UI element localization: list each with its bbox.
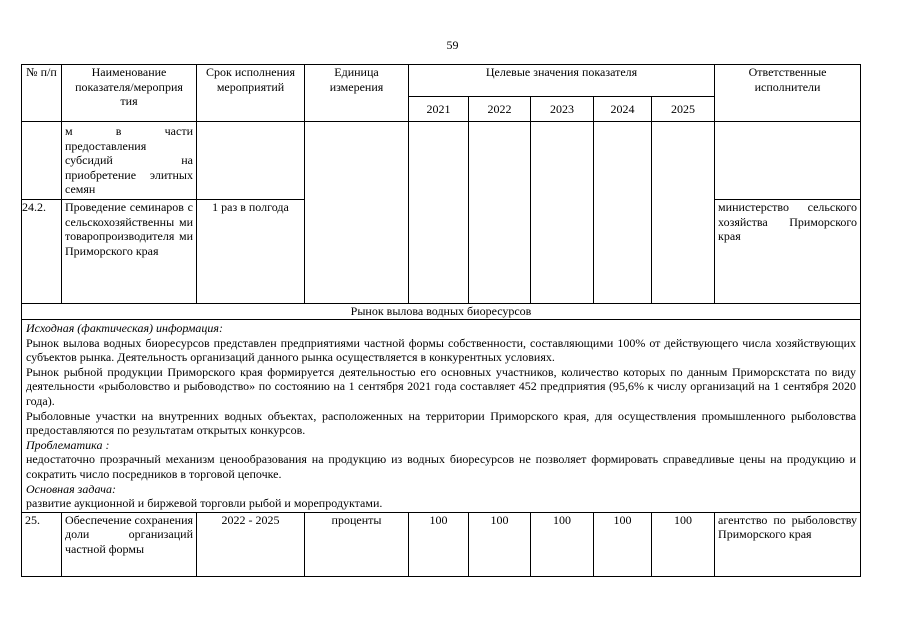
- cell-num: [22, 122, 62, 200]
- table-row: [22, 512, 861, 576]
- cell-responsible: агентство по рыболовству Приморского края: [715, 512, 861, 576]
- header-year: 2021: [409, 97, 469, 122]
- table-row: [22, 304, 861, 320]
- cell-unit: [305, 122, 409, 304]
- cell-term: 2022 - 2025: [197, 512, 305, 576]
- info-paragraph: Рынок рыбной продукции Приморского края формируется деятельностью его основных участников, количество которых по данным Приморскстата по виду деятельности «рыболовство и рыбоводство» по состоянию на 1 сентября 2021 года составляет 452 предприятия (95,6% к числу организаций на 1 сентября 2020 года).: [26, 364, 857, 408]
- cell-name: Проведение семинаров с сельскохозяйственны ми товаропроизводителя ми Приморского края: [62, 200, 197, 304]
- info-heading-source: Исходная (фактическая) информация:: [26, 321, 223, 335]
- header-num: № п/п: [22, 65, 62, 122]
- cell-value: [652, 122, 715, 304]
- cell-responsible: министерство сельского хозяйства Приморского края: [715, 200, 861, 304]
- cell-value: 100: [531, 512, 594, 576]
- section-title: Рынок вылова водных биоресурсов: [22, 304, 861, 320]
- cell-term: 1 раз в полгода: [197, 200, 305, 304]
- cell-value: [409, 122, 469, 304]
- cell-term: [197, 122, 305, 200]
- table-row: [22, 320, 861, 513]
- info-heading-task: Основная задача:: [26, 481, 116, 496]
- header-responsible: Ответственные исполнители: [715, 65, 861, 122]
- cell-value: 100: [652, 512, 715, 576]
- info-heading-problems: Проблематика :: [26, 437, 110, 452]
- info-block: [22, 320, 861, 513]
- header-term: Срок исполнения мероприятий: [197, 65, 305, 122]
- cell-value: 100: [469, 512, 531, 576]
- header-name: Наименование показателя/мероприя тия: [62, 65, 197, 122]
- info-paragraph: Рыболовные участки на внутренних водных объектах, расположенных на территории Приморского края, для осуществления промышленного рыболовства предоставляются по результатам открытых конкурсов.: [26, 408, 857, 438]
- header-year: 2025: [652, 97, 715, 122]
- cell-unit: проценты: [305, 512, 409, 576]
- header-year: 2024: [594, 97, 652, 122]
- header-year: 2022: [469, 97, 531, 122]
- info-paragraph: Рынок вылова водных биоресурсов представлен предприятиями частной формы собственности, составляющими 100% от действующего числа хозяйствующих субъектов рынка. Деятельность организаций данного рынка осуществляется в конкурентных условиях.: [26, 335, 857, 365]
- cell-name: Обеспечение сохранения доли организаций частной формы: [62, 512, 197, 576]
- cell-value: [531, 122, 594, 304]
- cell-num: 24.2.: [22, 200, 62, 304]
- header-unit: Единица измерения: [305, 65, 409, 122]
- table-row: [22, 122, 861, 200]
- indicators-table: [21, 64, 861, 577]
- cell-value: 100: [409, 512, 469, 576]
- header-year: 2023: [531, 97, 594, 122]
- page-number: 59: [446, 38, 459, 52]
- info-paragraph: развитие аукционной и биржевой торговли рыбой и морепродуктами.: [26, 496, 383, 511]
- cell-name: м в части предоставления субсидий на приобретение элитных семян: [62, 122, 197, 200]
- cell-value: [469, 122, 531, 304]
- cell-value: [594, 122, 652, 304]
- header-target: Целевые значения показателя: [409, 65, 715, 97]
- info-paragraph: недостаточно прозрачный механизм ценообразования на продукцию из водных биоресурсов не позволяет формировать справедливые цены на продукцию и сократить число посредников в торговой цепочке.: [26, 452, 857, 481]
- cell-value: 100: [594, 512, 652, 576]
- cell-responsible: [715, 122, 861, 200]
- cell-num: 25.: [22, 512, 62, 576]
